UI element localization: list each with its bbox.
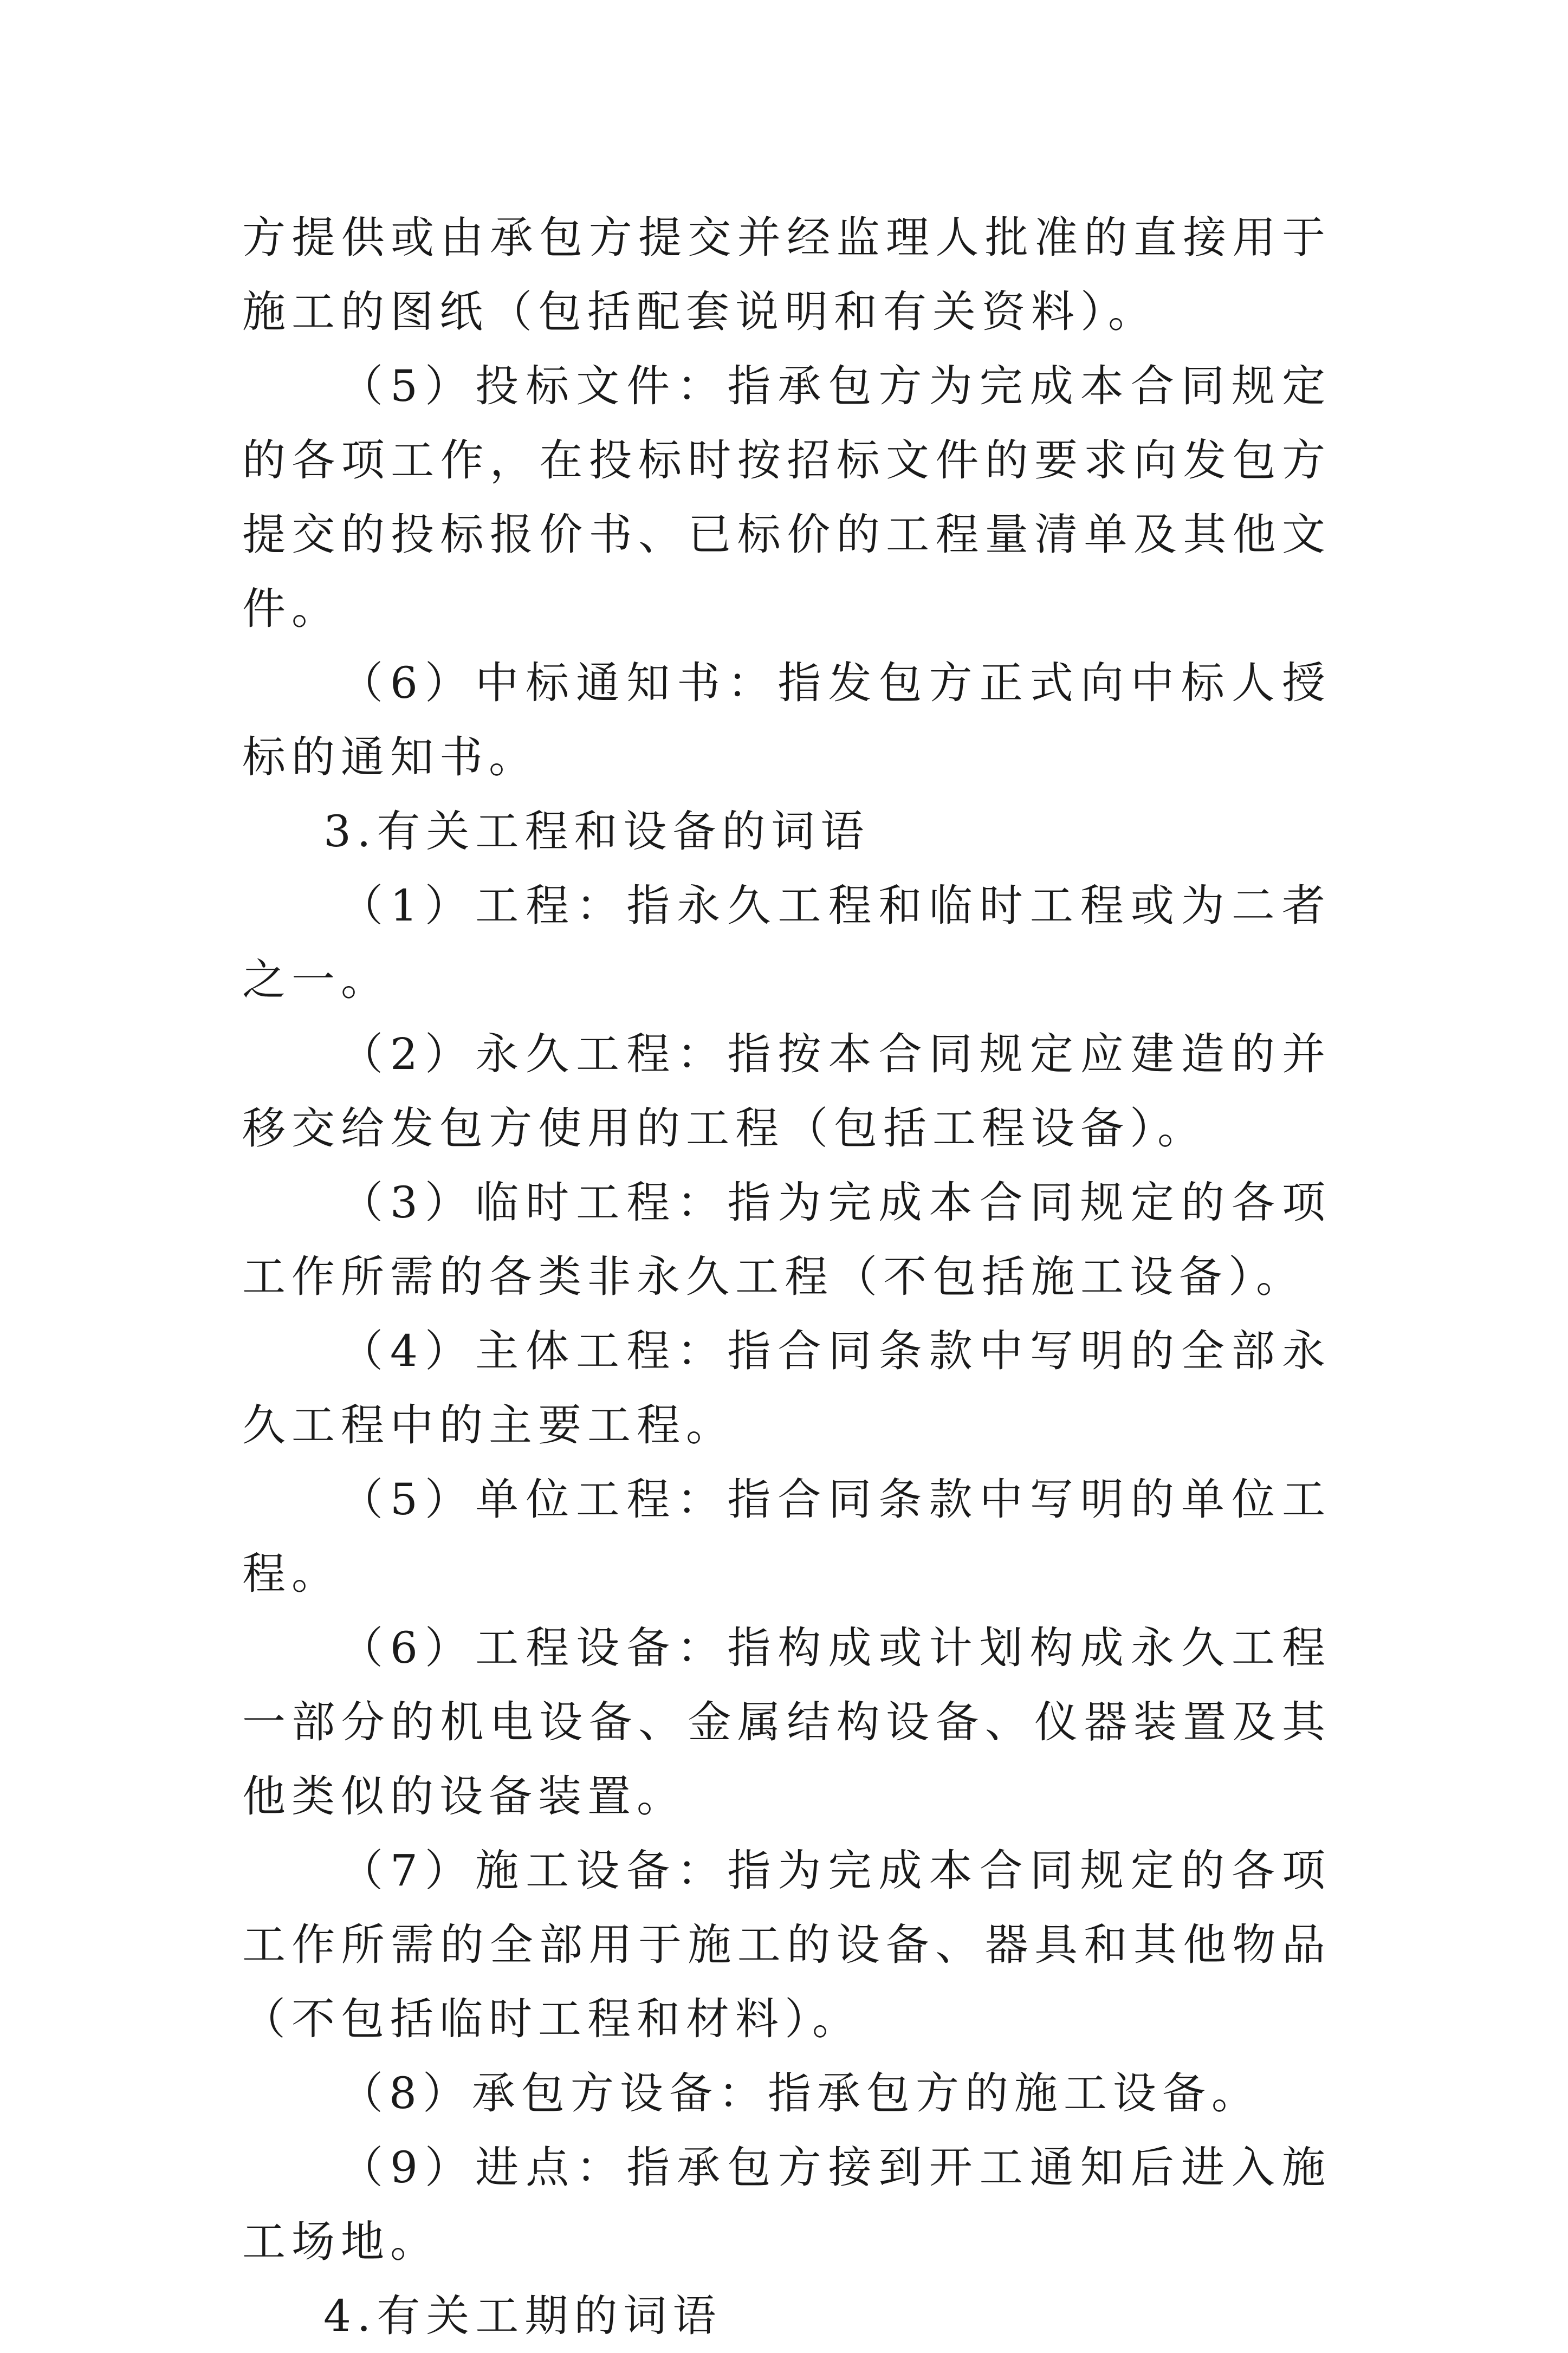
section-heading-engineering-terms: 3.有关工程和设备的词语 <box>323 806 870 857</box>
paragraph-item-works: （1）工程：指永久工程和临时工程或为二者之一。 <box>242 880 1331 1005</box>
paragraph-item-construction-equipment: （7）施工设备：指为完成本合同规定的各项工作所需的全部用于施工的设备、器具和其他物品（不包括临时工程和材料）。 <box>242 1845 1331 2044</box>
paragraph-item-temporary-works: （3）临时工程：指为完成本合同规定的各项工作所需的各类非永久工程（不包括施工设备）。 <box>242 1177 1331 1302</box>
paragraph-continuation: 方提供或由承包方提交并经监理人批准的直接用于施工的图纸（包括配套说明和有关资料）。 <box>242 212 1331 337</box>
paragraph-item-site-entry: （9）进点：指承包方接到开工通知后进入施工场地。 <box>242 2142 1331 2267</box>
paragraph-item-permanent-works: （2）永久工程：指按本合同规定应建造的并移交给发包方使用的工程（包括工程设备）。 <box>242 1029 1331 1153</box>
paragraph-item-main-works: （4）主体工程：指合同条款中写明的全部永久工程中的主要工程。 <box>242 1326 1331 1450</box>
paragraph-item-bid-documents: （5）投标文件：指承包方为完成本合同规定的各项工作，在投标时按招标文件的要求向发包方提交的投标报价书、已标价的工程量清单及其他文件。 <box>242 361 1331 634</box>
paragraph-item-engineering-equipment: （6）工程设备：指构成或计划构成永久工程一部分的机电设备、金属结构设备、仪器装置及其他类似的设备装置。 <box>242 1623 1331 1822</box>
paragraph-item-contractor-equipment: （8）承包方设备：指承包方的施工设备。 <box>340 2068 1261 2118</box>
document-body <box>242 200 1331 2353</box>
section-heading-schedule-terms: 4.有关工期的词语 <box>323 2291 722 2341</box>
paragraph-item-unit-works: （5）单位工程：指合同条款中写明的单位工程。 <box>242 1474 1331 1599</box>
paragraph-item-award-notice: （6）中标通知书：指发包方正式向中标人授标的通知书。 <box>242 658 1331 782</box>
